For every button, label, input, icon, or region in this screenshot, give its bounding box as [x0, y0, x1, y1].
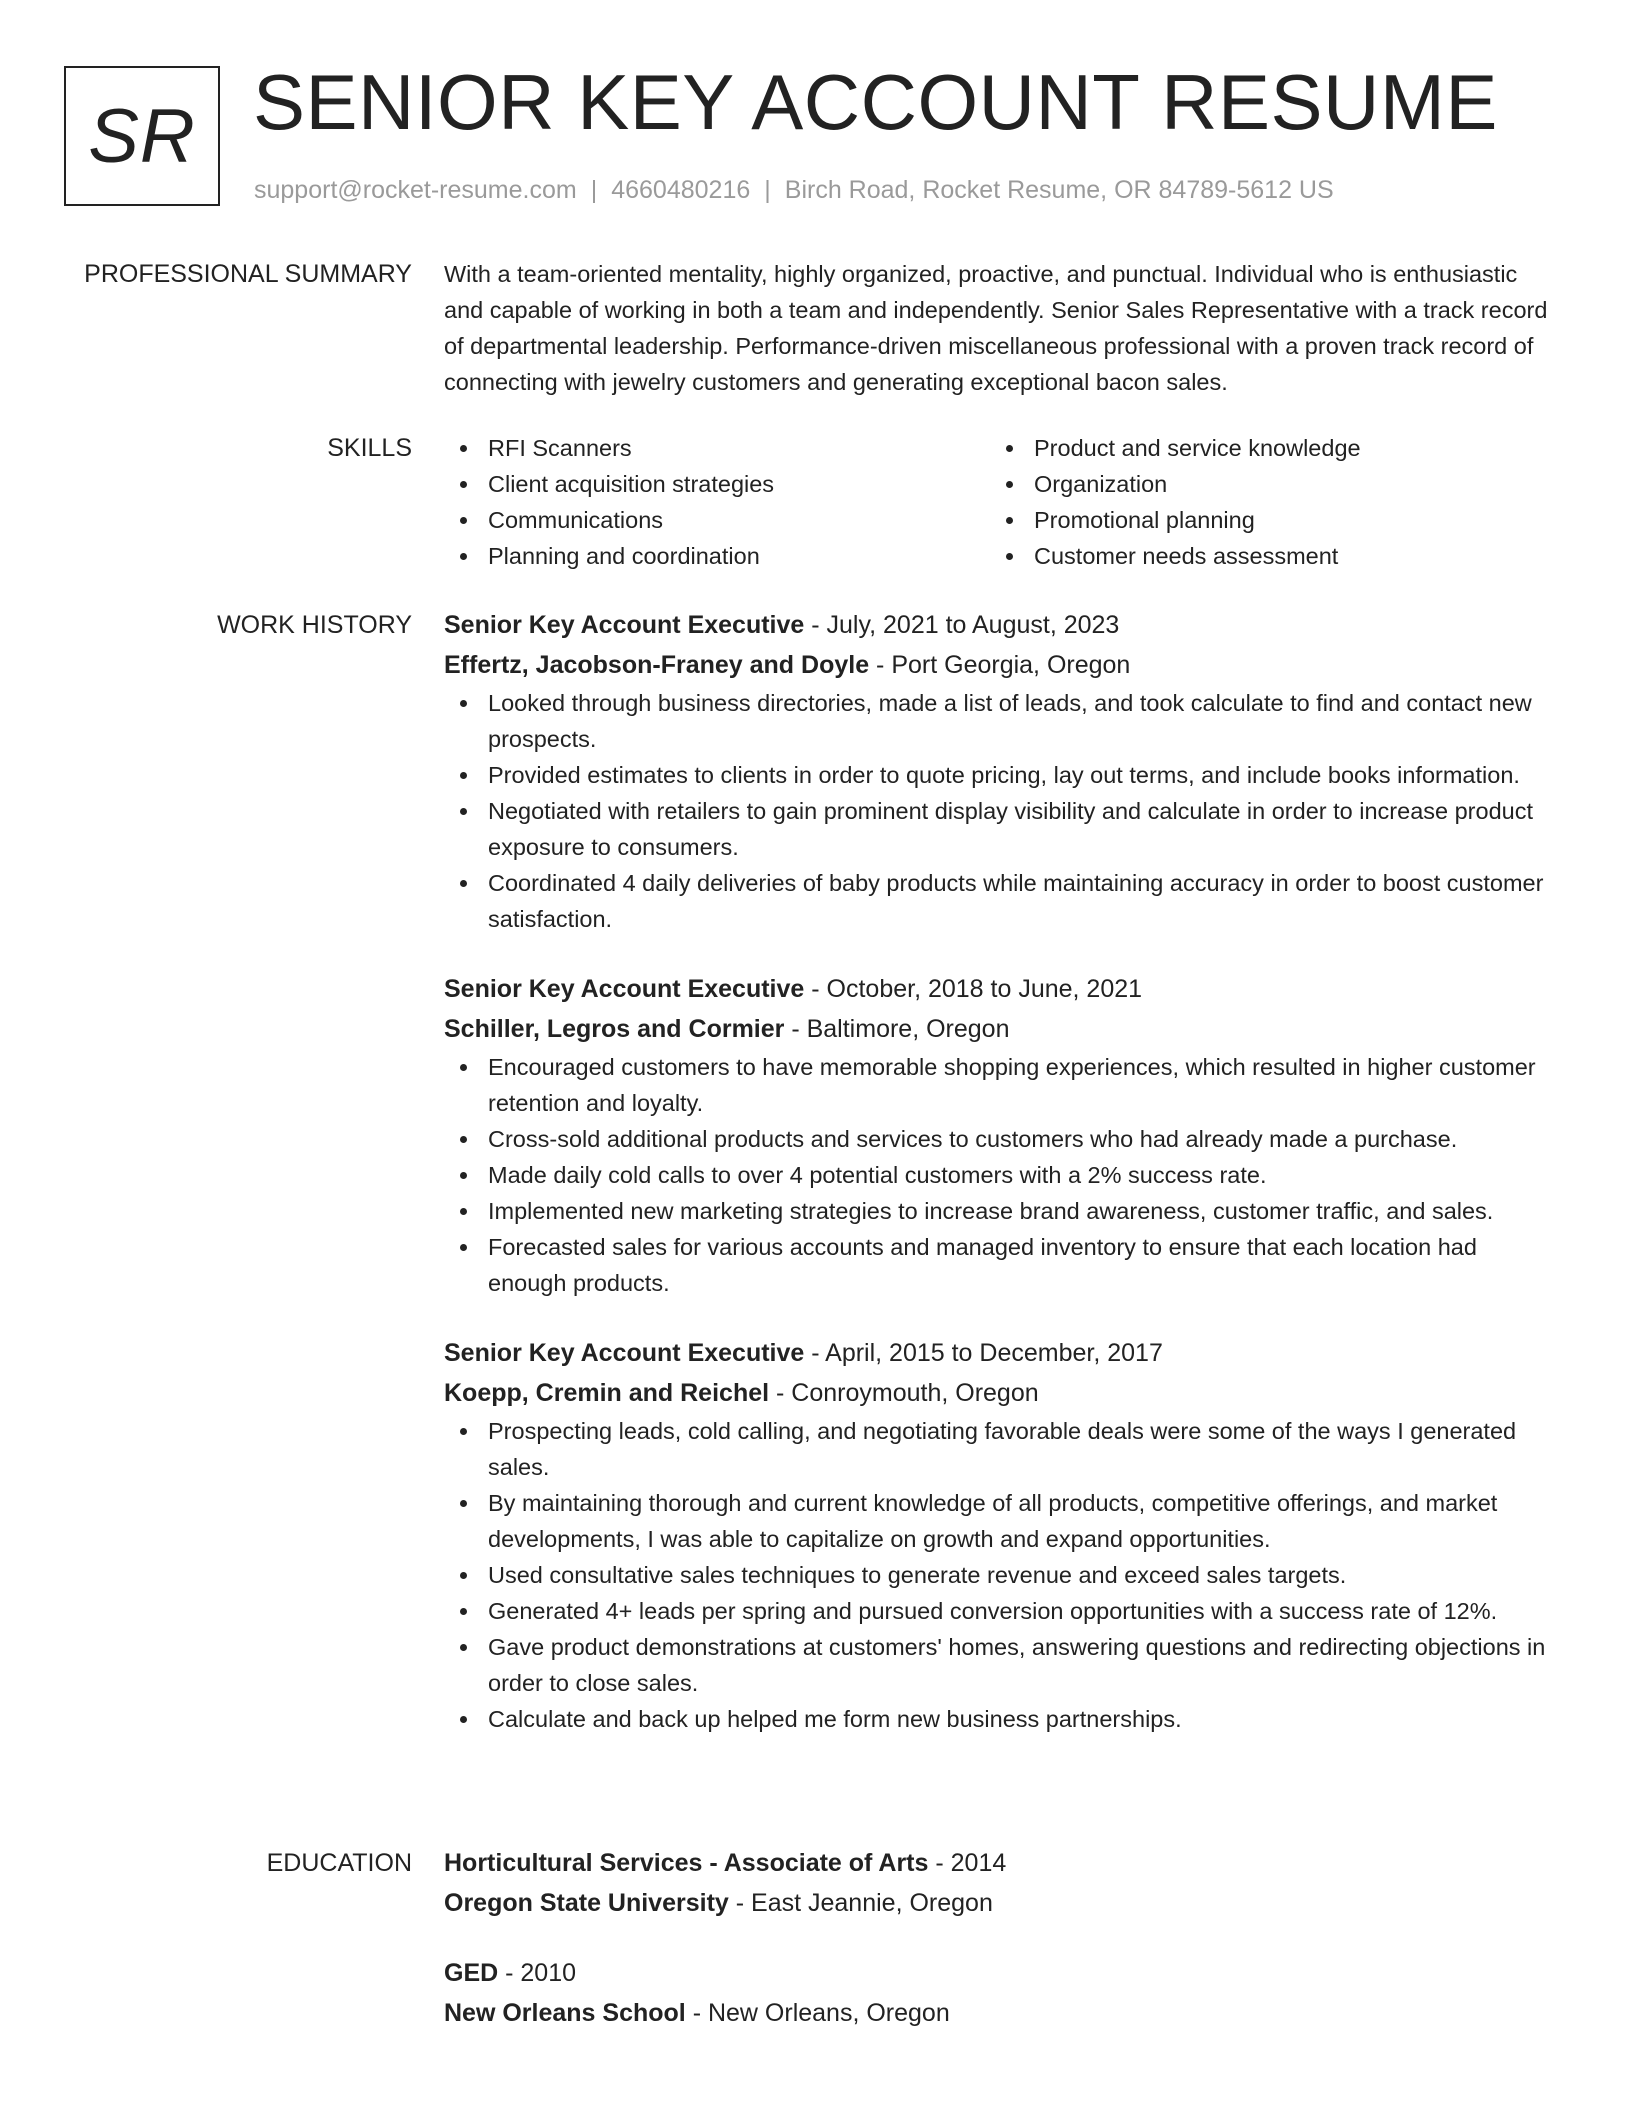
job-dates: - April, 2015 to December, 2017	[804, 1339, 1163, 1367]
education-degree-line	[444, 1843, 1560, 1883]
education-school-line	[444, 1883, 1560, 1923]
job-bullet: Generated 4+ leads per spring and pursued conversion opportunities with a success rate of 12%.	[444, 1593, 1560, 1629]
education-degree-line	[444, 1953, 1560, 1993]
job-title: Senior Key Account Executive	[444, 1339, 805, 1367]
summary-body	[444, 256, 1560, 400]
education-degree: GED	[444, 1959, 499, 1987]
contact-separator: |	[590, 176, 598, 204]
skill-item: Organization	[990, 466, 1536, 502]
education-body	[444, 1843, 1560, 2033]
contact-phone[interactable]: 4660480216	[611, 176, 751, 204]
job-company-line	[444, 1009, 1560, 1049]
education-school-line	[444, 1993, 1560, 2033]
contact-separator: |	[764, 176, 771, 204]
job-location: - Conroymouth, Oregon	[769, 1379, 1039, 1407]
education-degree: Horticultural Services - Associate of Arts	[444, 1849, 929, 1877]
contact-address: Birch Road, Rocket Resume, OR 84789-5612 US	[784, 176, 1334, 204]
job-title: Senior Key Account Executive	[444, 611, 805, 639]
job-company-line	[444, 1373, 1560, 1413]
education-location: - New Orleans, Oregon	[685, 1999, 950, 2027]
section-label-skills: SKILLS	[327, 434, 412, 462]
skill-item: Promotional planning	[990, 502, 1536, 538]
section-label-work-history: WORK HISTORY	[217, 611, 412, 639]
contact-line	[254, 174, 1334, 206]
skill-item: Customer needs assessment	[990, 538, 1536, 574]
education-school: New Orleans School	[444, 1999, 686, 2027]
job-bullet: Provided estimates to clients in order to quote pricing, lay out terms, and include books information.	[444, 757, 1560, 793]
job-title-line	[444, 1333, 1560, 1373]
job-location: - Baltimore, Oregon	[784, 1015, 1010, 1043]
job-bullet: Implemented new marketing strategies to increase brand awareness, customer traffic, and sales.	[444, 1193, 1560, 1229]
job-entry	[444, 605, 1560, 937]
job-company: Schiller, Legros and Cormier	[444, 1015, 785, 1043]
job-dates: - July, 2021 to August, 2023	[804, 611, 1120, 639]
job-bullets	[444, 1413, 1560, 1737]
skill-item: Product and service knowledge	[990, 430, 1536, 466]
summary-text: With a team-oriented mentality, highly organized, proactive, and punctual. Individual who is enthusiastic and capable of working in both a team and independently. Senior Sales Representative with a track record of departmental leadership. Performance-driven miscellaneous professional with a proven track record of connecting with jewelry customers and generating exceptional bacon sales.	[444, 261, 1548, 395]
job-entry	[444, 1333, 1560, 1737]
contact-email[interactable]: support@rocket-resume.com	[254, 176, 577, 204]
job-bullet: Coordinated 4 daily deliveries of baby products while maintaining accuracy in order to boost customer satisfaction.	[444, 865, 1560, 937]
job-location: - Port Georgia, Oregon	[869, 651, 1131, 679]
job-bullets	[444, 685, 1560, 937]
section-label-summary: PROFESSIONAL SUMMARY	[84, 260, 412, 288]
job-bullets	[444, 1049, 1560, 1301]
skill-item: Client acquisition strategies	[444, 466, 990, 502]
job-dates: - October, 2018 to June, 2021	[804, 975, 1143, 1003]
resume-title: SENIOR KEY ACCOUNT RESUME	[253, 58, 1498, 146]
education-location: - East Jeannie, Oregon	[728, 1889, 993, 1917]
job-bullet: Used consultative sales techniques to generate revenue and exceed sales targets.	[444, 1557, 1560, 1593]
job-title-line	[444, 969, 1560, 1009]
job-company: Effertz, Jacobson-Franey and Doyle	[444, 651, 870, 679]
skill-item: Communications	[444, 502, 990, 538]
skill-item: Planning and coordination	[444, 538, 990, 574]
job-bullet: Looked through business directories, made a list of leads, and took calculate to find and contact new prospects.	[444, 685, 1560, 757]
education-entry	[444, 1953, 1560, 2033]
job-bullet: By maintaining thorough and current knowledge of all products, competitive offerings, and market developments, I was able to capitalize on growth and expand opportunities.	[444, 1485, 1560, 1557]
job-company-line	[444, 645, 1560, 685]
education-year: - 2014	[928, 1849, 1007, 1877]
job-bullet: Negotiated with retailers to gain prominent display visibility and calculate in order to increase product exposure to consumers.	[444, 793, 1560, 865]
skills-list-right	[990, 430, 1536, 574]
job-company: Koepp, Cremin and Reichel	[444, 1379, 770, 1407]
job-bullet: Encouraged customers to have memorable shopping experiences, which resulted in higher customer retention and loyalty.	[444, 1049, 1560, 1121]
job-title: Senior Key Account Executive	[444, 975, 805, 1003]
job-title-line	[444, 605, 1560, 645]
job-bullet: Gave product demonstrations at customers' homes, answering questions and redirecting objections in order to close sales.	[444, 1629, 1560, 1701]
job-bullet: Cross-sold additional products and services to customers who had already made a purchase.	[444, 1121, 1560, 1157]
section-label-education: EDUCATION	[266, 1849, 412, 1877]
skills-grid	[444, 430, 1560, 574]
work-history-body	[444, 605, 1560, 1737]
skill-item: RFI Scanners	[444, 430, 990, 466]
education-year: - 2010	[498, 1959, 577, 1987]
job-bullet: Calculate and back up helped me form new business partnerships.	[444, 1701, 1560, 1737]
job-entry	[444, 969, 1560, 1301]
skills-list-left	[444, 430, 990, 574]
job-bullet: Made daily cold calls to over 4 potential customers with a 2% success rate.	[444, 1157, 1560, 1193]
monogram-badge: SR	[64, 66, 220, 206]
job-bullet: Forecasted sales for various accounts and managed inventory to ensure that each location had enough products.	[444, 1229, 1560, 1301]
education-school: Oregon State University	[444, 1889, 729, 1917]
job-bullet: Prospecting leads, cold calling, and negotiating favorable deals were some of the ways I generated sales.	[444, 1413, 1560, 1485]
education-entry	[444, 1843, 1560, 1923]
